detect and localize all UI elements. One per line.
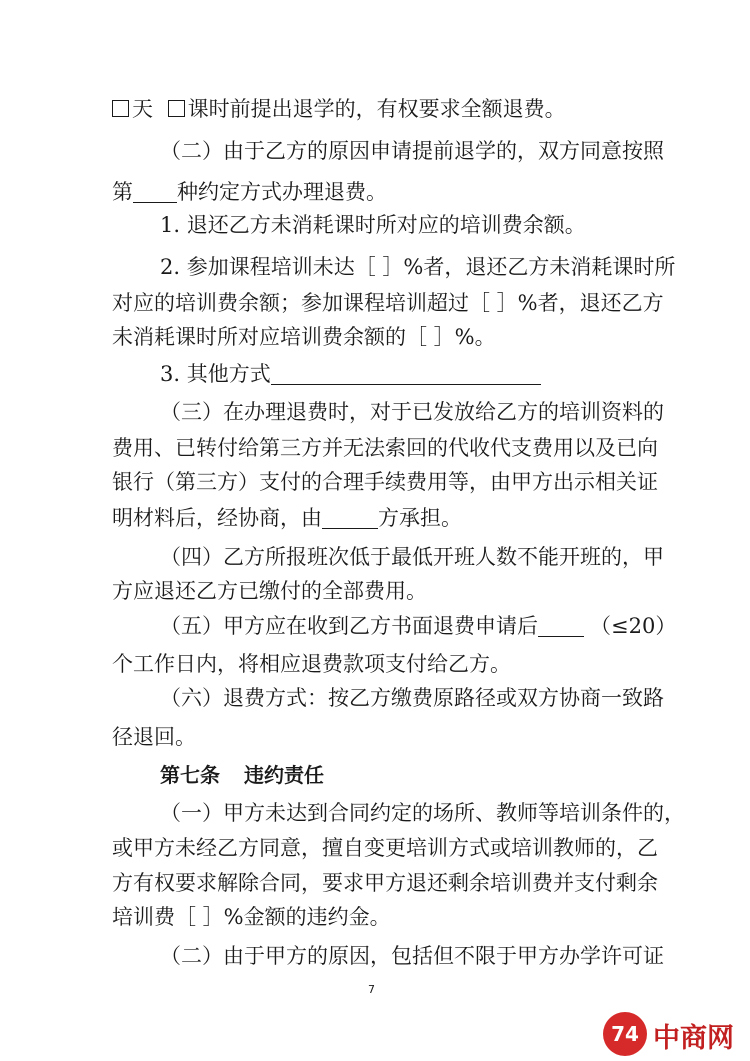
text-line: 方应退还乙方已缴付的全部费用。	[112, 579, 427, 603]
text-line: （六）退费方式：按乙方缴费原路径或双方协商一致路	[160, 686, 664, 710]
logo-icon: 74	[603, 1012, 647, 1056]
text-line: 明材料后，经协商，由 方承担。	[112, 506, 462, 530]
text-line: 银行（第三方）支付的合理手续费用等，由甲方出示相关证	[112, 470, 658, 494]
text-line: 天 课时前提出退学的，有权要求全额退费。	[112, 95, 566, 123]
page-number: 7	[368, 983, 375, 996]
text-line: （五）甲方应在收到乙方书面退费申请后 （≤20）	[160, 614, 677, 638]
text-line: 第 种约定方式办理退费。	[112, 180, 387, 204]
text-line: 径退回。	[112, 725, 196, 749]
text-line: 个工作日内，将相应退费款项支付给乙方。	[112, 652, 511, 676]
text-line: （二）由于甲方的原因，包括但不限于甲方办学许可证	[160, 944, 664, 968]
fill-blank[interactable]	[133, 180, 177, 203]
text-line: 培训费［ ］%金额的违约金。	[112, 905, 391, 929]
text-line: （一）甲方未达到合同约定的场所、教师等培训条件的，	[160, 801, 685, 825]
text-line: 对应的培训费余额；参加课程培训超过［ ］%者，退还乙方	[112, 291, 664, 315]
checkbox-icon[interactable]	[112, 100, 129, 117]
fill-blank[interactable]	[538, 614, 584, 637]
text-line: （四）乙方所报班次低于最低开班人数不能开班的，甲	[160, 545, 664, 569]
text-line: （三）在办理退费时，对于已发放给乙方的培训资料的	[160, 400, 664, 424]
text-line: 方有权要求解除合同，要求甲方退还剩余培训费并支付剩余	[112, 871, 658, 895]
checkbox-icon[interactable]	[168, 100, 185, 117]
text-line: 3. 其他方式	[160, 360, 541, 388]
text-line: 2. 参加课程培训未达［ ］%者，退还乙方未消耗课时所	[160, 255, 676, 279]
text-line: 或甲方未经乙方同意，擅自变更培训方式或培训教师的，乙	[112, 836, 658, 860]
section-heading: 第七条 违约责任	[160, 763, 324, 787]
watermark-text: 中商网	[653, 1023, 734, 1054]
text-line: 1. 退还乙方未消耗课时所对应的培训费余额。	[160, 213, 586, 237]
fill-blank[interactable]	[271, 362, 541, 385]
text-line: （二）由于乙方的原因申请提前退学的，双方同意按照	[160, 139, 664, 163]
text-line: 未消耗课时所对应培训费余额的［ ］%。	[112, 325, 496, 349]
text-line: 费用、已转付给第三方并无法索回的代收代支费用以及已向	[112, 436, 658, 460]
watermark-logo	[603, 1010, 750, 1060]
fill-blank[interactable]	[322, 506, 378, 529]
